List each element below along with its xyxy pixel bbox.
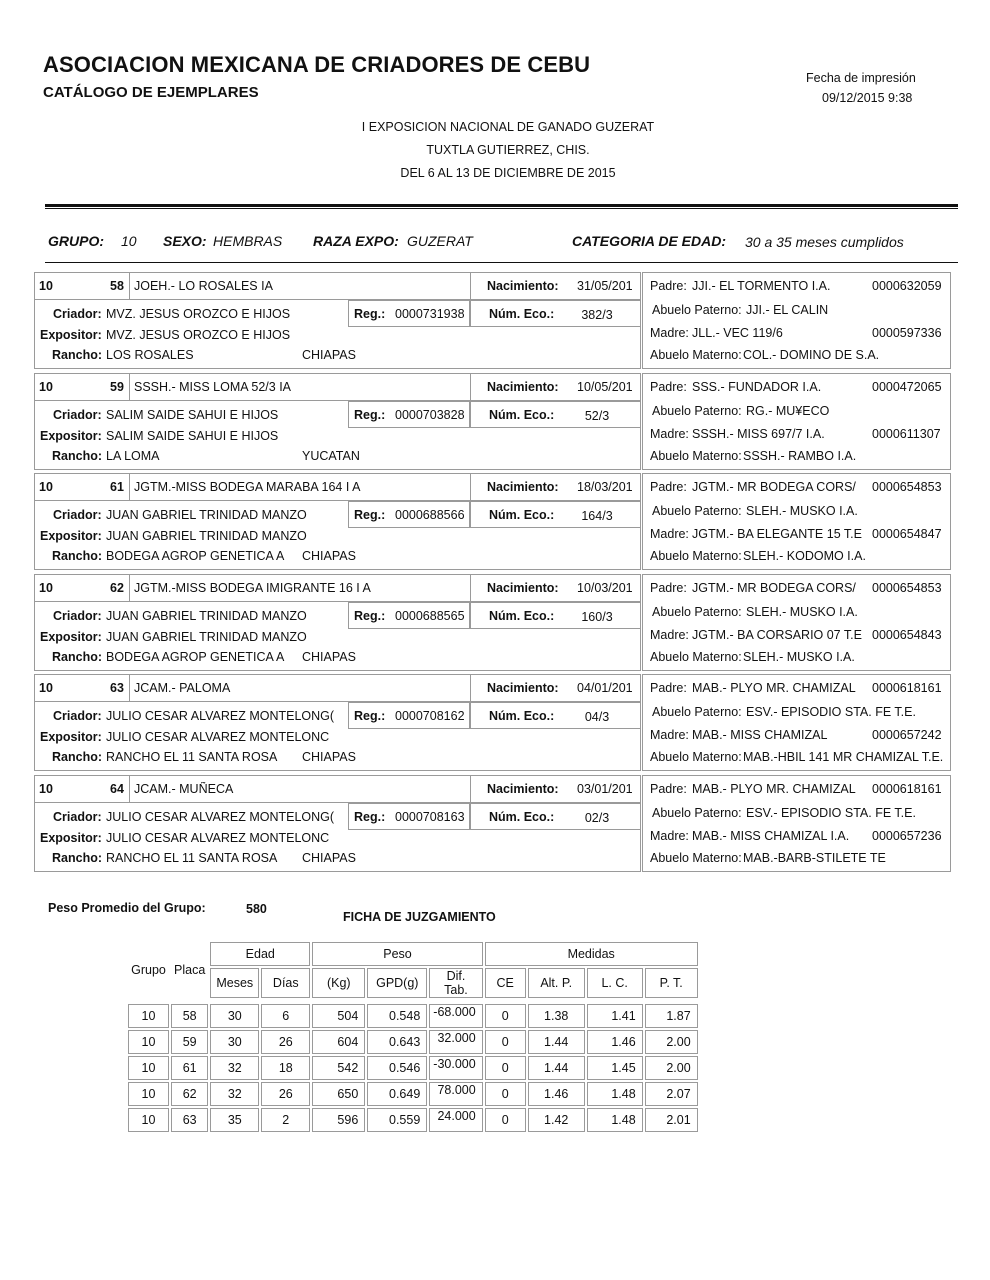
entry-estado: CHIAPAS <box>302 549 356 563</box>
grupo-label: GRUPO: <box>48 233 104 249</box>
rancho-label: Rancho: <box>52 750 102 764</box>
num-eco-label: Núm. Eco.: <box>489 408 555 422</box>
ficha-cell: 59 <box>171 1030 208 1054</box>
ficha-cell: 0 <box>485 1030 526 1054</box>
col-grupo: Grupo <box>131 963 166 977</box>
entry-grupo: 10 <box>39 380 53 394</box>
ficha-cell: 2 <box>261 1108 310 1132</box>
event-location: TUXTLA GUTIERREZ, CHIS. <box>426 143 590 157</box>
entry-name: JGTM.-MISS BODEGA IMIGRANTE 16 I A <box>134 581 371 595</box>
ficha-cell: 1.45 <box>587 1056 643 1080</box>
padre-label: Padre: <box>650 782 687 796</box>
col-dif: Dif. Tab. <box>429 968 482 998</box>
entry-abuelo-materno: COL.- DOMINO DE S.A. <box>743 348 880 362</box>
ficha-title: FICHA DE JUZGAMIENTO <box>343 910 496 924</box>
nacimiento-label: Nacimiento: <box>487 279 559 293</box>
ficha-cell: 0 <box>485 1056 526 1080</box>
ficha-row <box>128 1030 698 1054</box>
ficha-cell: 0 <box>485 1082 526 1106</box>
entry-padre-reg: 0000472065 <box>872 380 942 394</box>
entry-placa: 64 <box>110 782 124 796</box>
expositor-label: Expositor: <box>40 529 102 543</box>
entry-padre: JGTM.- MR BODEGA CORS/ <box>692 581 856 595</box>
entry-abuelo-materno: SLEH.- KODOMO I.A. <box>743 549 866 563</box>
ficha-cell: 1.42 <box>528 1108 585 1132</box>
col-dias: Días <box>261 968 310 998</box>
entry-nacimiento: 10/05/201 <box>577 380 633 394</box>
entry-madre-reg: 0000654843 <box>872 628 942 642</box>
entry-placa: 61 <box>110 480 124 494</box>
ficha-cell: 32 <box>210 1056 259 1080</box>
nacimiento-label: Nacimiento: <box>487 681 559 695</box>
expositor-label: Expositor: <box>40 630 102 644</box>
entry-abuelo-materno: SSSH.- RAMBO I.A. <box>743 449 857 463</box>
expositor-label: Expositor: <box>40 429 102 443</box>
ficha-table <box>126 940 700 1134</box>
header-divider <box>45 204 958 207</box>
criador-label: Criador: <box>53 408 102 422</box>
ficha-cell: 58 <box>171 1004 208 1028</box>
ficha-cell: 35 <box>210 1108 259 1132</box>
entry-madre-reg: 0000654847 <box>872 527 942 541</box>
col-ce: CE <box>485 968 526 998</box>
padre-label: Padre: <box>650 581 687 595</box>
madre-label: Madre: <box>650 427 689 441</box>
abuelo-paterno-label: Abuelo Paterno: <box>652 404 742 418</box>
ficha-cell: 10 <box>128 1004 169 1028</box>
ficha-cell: 0.548 <box>367 1004 427 1028</box>
entry-expositor: SALIM SAIDE SAHUI E HIJOS <box>106 429 279 443</box>
entry-name: SSSH.- MISS LOMA 52/3 IA <box>134 380 292 394</box>
ficha-cell: 30 <box>210 1004 259 1028</box>
entry-rancho: BODEGA AGROP GENETICA A <box>106 549 285 563</box>
entry-abuelo-paterno: RG.- MU¥ECO <box>746 404 830 418</box>
ficha-cell: 10 <box>128 1056 169 1080</box>
rancho-label: Rancho: <box>52 348 102 362</box>
entry-padre: JJI.- EL TORMENTO I.A. <box>692 279 831 293</box>
ficha-cell: 62 <box>171 1082 208 1106</box>
nacimiento-label: Nacimiento: <box>487 380 559 394</box>
print-date: 09/12/2015 9:38 <box>822 91 913 105</box>
entry-padre-reg: 0000618161 <box>872 782 942 796</box>
abuelo-materno-label: Abuelo Materno: <box>650 750 742 764</box>
nacimiento-label: Nacimiento: <box>487 480 559 494</box>
ficha-cell: 2.07 <box>645 1082 698 1106</box>
col-gpd: GPD(g) <box>367 968 427 998</box>
ficha-cell: 0.559 <box>367 1108 427 1132</box>
ficha-cell: 1.44 <box>528 1030 585 1054</box>
ficha-cell: 1.46 <box>528 1082 585 1106</box>
abuelo-paterno-label: Abuelo Paterno: <box>652 504 742 518</box>
ficha-row <box>128 1108 698 1132</box>
ficha-cell: 1.48 <box>587 1108 643 1132</box>
ficha-cell: 32 <box>210 1082 259 1106</box>
entry-madre: MAB.- MISS CHAMIZAL <box>692 728 828 742</box>
ficha-cell: 604 <box>312 1030 365 1054</box>
entry-abuelo-paterno: JJI.- EL CALIN <box>746 303 829 317</box>
entry-name: JCAM.- MUÑECA <box>134 782 234 796</box>
entry-abuelo-materno: MAB.-HBIL 141 MR CHAMIZAL T.E. <box>743 750 944 764</box>
entry-reg: 0000708162 <box>395 709 465 723</box>
entry-criador: SALIM SAIDE SAHUI E HIJOS <box>106 408 279 422</box>
entry-padre: JGTM.- MR BODEGA CORS/ <box>692 480 856 494</box>
ficha-header-row <box>128 942 698 966</box>
entry-abuelo-materno: SLEH.- MUSKO I.A. <box>743 650 855 664</box>
entry-padre: MAB.- PLYO MR. CHAMIZAL <box>692 782 856 796</box>
entry-nacimiento: 18/03/201 <box>577 480 633 494</box>
sexo-value: HEMBRAS <box>213 233 283 249</box>
group-divider <box>45 262 958 263</box>
sexo-label: SEXO: <box>163 233 207 249</box>
abuelo-materno-label: Abuelo Materno: <box>650 851 742 865</box>
abuelo-materno-label: Abuelo Materno: <box>650 449 742 463</box>
criador-label: Criador: <box>53 307 102 321</box>
entry-placa: 58 <box>110 279 124 293</box>
reg-label: Reg.: <box>354 307 386 321</box>
entry-placa: 62 <box>110 581 124 595</box>
col-lc: L. C. <box>587 968 643 998</box>
abuelo-paterno-label: Abuelo Paterno: <box>652 605 742 619</box>
entry-nacimiento: 04/01/201 <box>577 681 633 695</box>
padre-label: Padre: <box>650 480 687 494</box>
entry-card <box>34 473 951 569</box>
ficha-cell: 504 <box>312 1004 365 1028</box>
ficha-cell: 0 <box>485 1108 526 1132</box>
ficha-cell: 32.000 <box>429 1030 482 1054</box>
col-altp: Alt. P. <box>528 968 585 998</box>
entry-num-eco: 382/3 <box>581 308 613 322</box>
entry-criador: JUAN GABRIEL TRINIDAD MANZO <box>106 609 307 623</box>
entry-placa: 63 <box>110 681 124 695</box>
entry-rancho: RANCHO EL 11 SANTA ROSA <box>106 851 278 865</box>
abuelo-paterno-label: Abuelo Paterno: <box>652 705 742 719</box>
entry-rancho: BODEGA AGROP GENETICA A <box>106 650 285 664</box>
entry-name: JGTM.-MISS BODEGA MARABA 164 I A <box>134 480 361 494</box>
entry-criador: JULIO CESAR ALVAREZ MONTELONG( <box>106 810 335 824</box>
entry-madre: MAB.- MISS CHAMIZAL I.A. <box>692 829 850 843</box>
print-date-label: Fecha de impresión <box>806 71 916 85</box>
expositor-label: Expositor: <box>40 328 102 342</box>
abuelo-materno-label: Abuelo Materno: <box>650 348 742 362</box>
ficha-cell: 1.44 <box>528 1056 585 1080</box>
entry-name: JCAM.- PALOMA <box>134 681 231 695</box>
grupo-value: 10 <box>121 233 137 249</box>
entry-abuelo-paterno: SLEH.- MUSKO I.A. <box>746 504 858 518</box>
abuelo-materno-label: Abuelo Materno: <box>650 549 742 563</box>
ficha-cell: 2.01 <box>645 1108 698 1132</box>
entry-card <box>34 574 951 670</box>
rancho-label: Rancho: <box>52 650 102 664</box>
criador-label: Criador: <box>53 508 102 522</box>
nacimiento-label: Nacimiento: <box>487 782 559 796</box>
ficha-cell: 78.000 <box>429 1082 482 1106</box>
entry-rancho: LOS ROSALES <box>106 348 194 362</box>
entry-nacimiento: 03/01/201 <box>577 782 633 796</box>
entry-reg: 0000731938 <box>395 307 465 321</box>
event-name: I EXPOSICION NACIONAL DE GANADO GUZERAT <box>361 120 655 134</box>
page-title: ASOCIACION MEXICANA DE CRIADORES DE CEBU <box>43 52 591 77</box>
entry-expositor: JULIO CESAR ALVAREZ MONTELONC <box>106 730 330 744</box>
abuelo-materno-label: Abuelo Materno: <box>650 650 742 664</box>
ficha-cell: 26 <box>261 1030 310 1054</box>
ficha-cell: 10 <box>128 1082 169 1106</box>
entry-padre: SSS.- FUNDADOR I.A. <box>692 380 822 394</box>
entry-num-eco: 164/3 <box>581 509 613 523</box>
entry-grupo: 10 <box>39 480 53 494</box>
abuelo-paterno-label: Abuelo Paterno: <box>652 806 742 820</box>
peso-promedio-label: Peso Promedio del Grupo: <box>48 901 206 915</box>
ficha-cell: 0.643 <box>367 1030 427 1054</box>
categoria-label: CATEGORIA DE EDAD: <box>572 233 726 249</box>
madre-label: Madre: <box>650 829 689 843</box>
num-eco-label: Núm. Eco.: <box>489 307 555 321</box>
rancho-label: Rancho: <box>52 449 102 463</box>
col-pt: P. T. <box>645 968 698 998</box>
entry-reg: 0000688566 <box>395 508 465 522</box>
ficha-cell: 10 <box>128 1108 169 1132</box>
entry-num-eco: 02/3 <box>584 811 610 825</box>
madre-label: Madre: <box>650 326 689 340</box>
event-dates: DEL 6 AL 13 DE DICIEMBRE DE 2015 <box>400 166 616 180</box>
entry-card <box>34 775 951 871</box>
nacimiento-label: Nacimiento: <box>487 581 559 595</box>
expositor-label: Expositor: <box>40 730 102 744</box>
page-subtitle: CATÁLOGO DE EJEMPLARES <box>43 84 259 101</box>
ficha-cell: 6 <box>261 1004 310 1028</box>
entry-name: JOEH.- LO ROSALES IA <box>134 279 273 293</box>
entry-abuelo-paterno: ESV.- EPISODIO STA. FE T.E. <box>746 705 916 719</box>
expositor-label: Expositor: <box>40 831 102 845</box>
entry-padre-reg: 0000632059 <box>872 279 942 293</box>
rancho-label: Rancho: <box>52 549 102 563</box>
entry-rancho: RANCHO EL 11 SANTA ROSA <box>106 750 278 764</box>
col-medidas: Medidas <box>485 942 698 966</box>
entry-num-eco: 160/3 <box>581 610 613 624</box>
padre-label: Padre: <box>650 681 687 695</box>
entry-padre-reg: 0000618161 <box>872 681 942 695</box>
entry-nacimiento: 10/03/201 <box>577 581 633 595</box>
ficha-cell: 1.38 <box>528 1004 585 1028</box>
reg-label: Reg.: <box>354 508 386 522</box>
entry-card <box>34 272 951 368</box>
entry-madre: JLL.- VEC 119/6 <box>692 326 783 340</box>
raza-label: RAZA EXPO: <box>313 233 399 249</box>
entry-estado: YUCATAN <box>302 449 360 463</box>
ficha-row <box>128 1056 698 1080</box>
entry-madre-reg: 0000611307 <box>872 427 941 441</box>
reg-label: Reg.: <box>354 709 386 723</box>
entry-expositor: JUAN GABRIEL TRINIDAD MANZO <box>106 529 307 543</box>
entry-estado: CHIAPAS <box>302 650 356 664</box>
ficha-cell: 1.41 <box>587 1004 643 1028</box>
padre-label: Padre: <box>650 279 687 293</box>
criador-label: Criador: <box>53 609 102 623</box>
madre-label: Madre: <box>650 527 689 541</box>
entry-abuelo-paterno: ESV.- EPISODIO STA. FE T.E. <box>746 806 916 820</box>
entry-abuelo-materno: MAB.-BARB-STILETE TE <box>743 851 886 865</box>
ficha-cell: 1.48 <box>587 1082 643 1106</box>
col-peso: Peso <box>312 942 482 966</box>
col-kg: (Kg) <box>312 968 365 998</box>
entry-expositor: MVZ. JESUS OROZCO E HIJOS <box>106 328 291 342</box>
entry-reg: 0000688565 <box>395 609 465 623</box>
entry-num-eco: 04/3 <box>584 710 610 724</box>
ficha-cell: 24.000 <box>429 1108 482 1132</box>
reg-label: Reg.: <box>354 408 386 422</box>
entry-estado: CHIAPAS <box>302 851 356 865</box>
peso-promedio-value: 580 <box>246 902 267 916</box>
col-placa: Placa <box>174 963 206 977</box>
rancho-label: Rancho: <box>52 851 102 865</box>
entry-madre: JGTM.- BA ELEGANTE 15 T.E <box>692 527 862 541</box>
raza-value: GUZERAT <box>407 233 473 249</box>
col-edad: Edad <box>210 942 310 966</box>
ficha-cell: -68.000 <box>429 1004 482 1028</box>
madre-label: Madre: <box>650 728 689 742</box>
ficha-cell: 2.00 <box>645 1030 698 1054</box>
ficha-cell: 10 <box>128 1030 169 1054</box>
entry-madre: SSSH.- MISS 697/7 I.A. <box>692 427 825 441</box>
entry-madre-reg: 0000657242 <box>872 728 942 742</box>
num-eco-label: Núm. Eco.: <box>489 709 555 723</box>
padre-label: Padre: <box>650 380 687 394</box>
ficha-cell: 1.87 <box>645 1004 698 1028</box>
entry-grupo: 10 <box>39 581 53 595</box>
abuelo-paterno-label: Abuelo Paterno: <box>652 303 742 317</box>
entry-reg: 0000703828 <box>395 408 465 422</box>
ficha-cell: 0.546 <box>367 1056 427 1080</box>
reg-label: Reg.: <box>354 810 386 824</box>
header-divider-thin <box>45 208 958 209</box>
entry-criador: MVZ. JESUS OROZCO E HIJOS <box>106 307 291 321</box>
criador-label: Criador: <box>53 709 102 723</box>
entry-criador: JULIO CESAR ALVAREZ MONTELONG( <box>106 709 335 723</box>
entry-grupo: 10 <box>39 279 53 293</box>
categoria-value: 30 a 35 meses cumplidos <box>745 234 904 250</box>
entry-reg: 0000708163 <box>395 810 465 824</box>
ficha-cell: 26 <box>261 1082 310 1106</box>
entry-estado: CHIAPAS <box>302 750 356 764</box>
ficha-cell: 596 <box>312 1108 365 1132</box>
entry-nacimiento: 31/05/201 <box>577 279 633 293</box>
entry-padre-reg: 0000654853 <box>872 480 942 494</box>
entry-padre: MAB.- PLYO MR. CHAMIZAL <box>692 681 856 695</box>
num-eco-label: Núm. Eco.: <box>489 609 555 623</box>
ficha-row <box>128 1082 698 1106</box>
ficha-cell: 2.00 <box>645 1056 698 1080</box>
ficha-cell: 63 <box>171 1108 208 1132</box>
ficha-subheader-row <box>128 968 698 998</box>
ficha-cell: 0 <box>485 1004 526 1028</box>
ficha-cell: 30 <box>210 1030 259 1054</box>
entry-expositor: JUAN GABRIEL TRINIDAD MANZO <box>106 630 307 644</box>
entry-criador: JUAN GABRIEL TRINIDAD MANZO <box>106 508 307 522</box>
entry-card <box>34 373 951 469</box>
entry-abuelo-paterno: SLEH.- MUSKO I.A. <box>746 605 858 619</box>
ficha-cell: 542 <box>312 1056 365 1080</box>
entry-madre-reg: 0000657236 <box>872 829 942 843</box>
entry-grupo: 10 <box>39 681 53 695</box>
ficha-cell: 18 <box>261 1056 310 1080</box>
entry-placa: 59 <box>110 380 124 394</box>
ficha-cell: 1.46 <box>587 1030 643 1054</box>
ficha-cell: 0.649 <box>367 1082 427 1106</box>
entry-grupo: 10 <box>39 782 53 796</box>
ficha-row <box>128 1004 698 1028</box>
ficha-cell: 61 <box>171 1056 208 1080</box>
entry-num-eco: 52/3 <box>584 409 610 423</box>
num-eco-label: Núm. Eco.: <box>489 810 555 824</box>
entry-madre: JGTM.- BA CORSARIO 07 T.E <box>692 628 862 642</box>
entry-padre-reg: 0000654853 <box>872 581 942 595</box>
ficha-cell: -30.000 <box>429 1056 482 1080</box>
col-meses: Meses <box>210 968 259 998</box>
entry-estado: CHIAPAS <box>302 348 356 362</box>
reg-label: Reg.: <box>354 609 386 623</box>
ficha-cell: 650 <box>312 1082 365 1106</box>
criador-label: Criador: <box>53 810 102 824</box>
entry-rancho: LA LOMA <box>106 449 160 463</box>
entry-expositor: JULIO CESAR ALVAREZ MONTELONC <box>106 831 330 845</box>
num-eco-label: Núm. Eco.: <box>489 508 555 522</box>
madre-label: Madre: <box>650 628 689 642</box>
entry-madre-reg: 0000597336 <box>872 326 942 340</box>
entry-card <box>34 674 951 770</box>
